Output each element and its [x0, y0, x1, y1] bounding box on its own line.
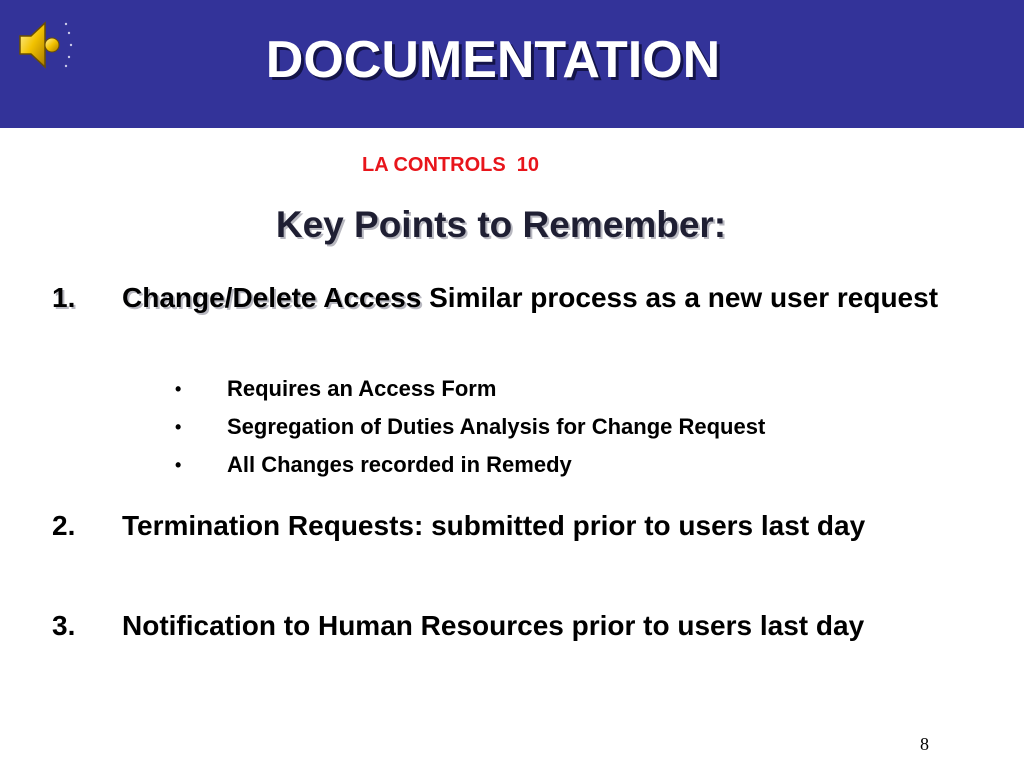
point-2	[52, 508, 982, 543]
key-points-heading: Key Points to Remember:	[275, 204, 727, 245]
header-band	[0, 0, 1024, 128]
bullet-marker: •	[175, 455, 182, 475]
slide-title: DOCUMENTATION	[265, 31, 721, 89]
subtitle: LA CONTROLS 10	[362, 154, 540, 176]
point-number: 2.	[52, 510, 76, 541]
point-text: Termination Requests: submitted prior to users last day	[122, 510, 866, 541]
point-number: 3.	[52, 610, 76, 641]
bullet-marker: •	[175, 379, 182, 399]
point-text: Notification to Human Resources prior to users last day	[122, 610, 865, 641]
bullet-text: All Changes recorded in Remedy	[227, 452, 572, 477]
point-emphasis: Change/Delete Access	[122, 282, 422, 313]
point-number: 1.	[52, 282, 76, 313]
bullet-text: Segregation of Duties Analysis for Change Request	[227, 414, 766, 439]
point-3	[52, 608, 982, 643]
page-number: 8	[920, 734, 929, 754]
bullet-text: Requires an Access Form	[227, 376, 497, 401]
point-text: Similar process as a new user request	[421, 282, 939, 313]
point-1	[52, 280, 982, 315]
bullet-marker: •	[175, 417, 182, 437]
